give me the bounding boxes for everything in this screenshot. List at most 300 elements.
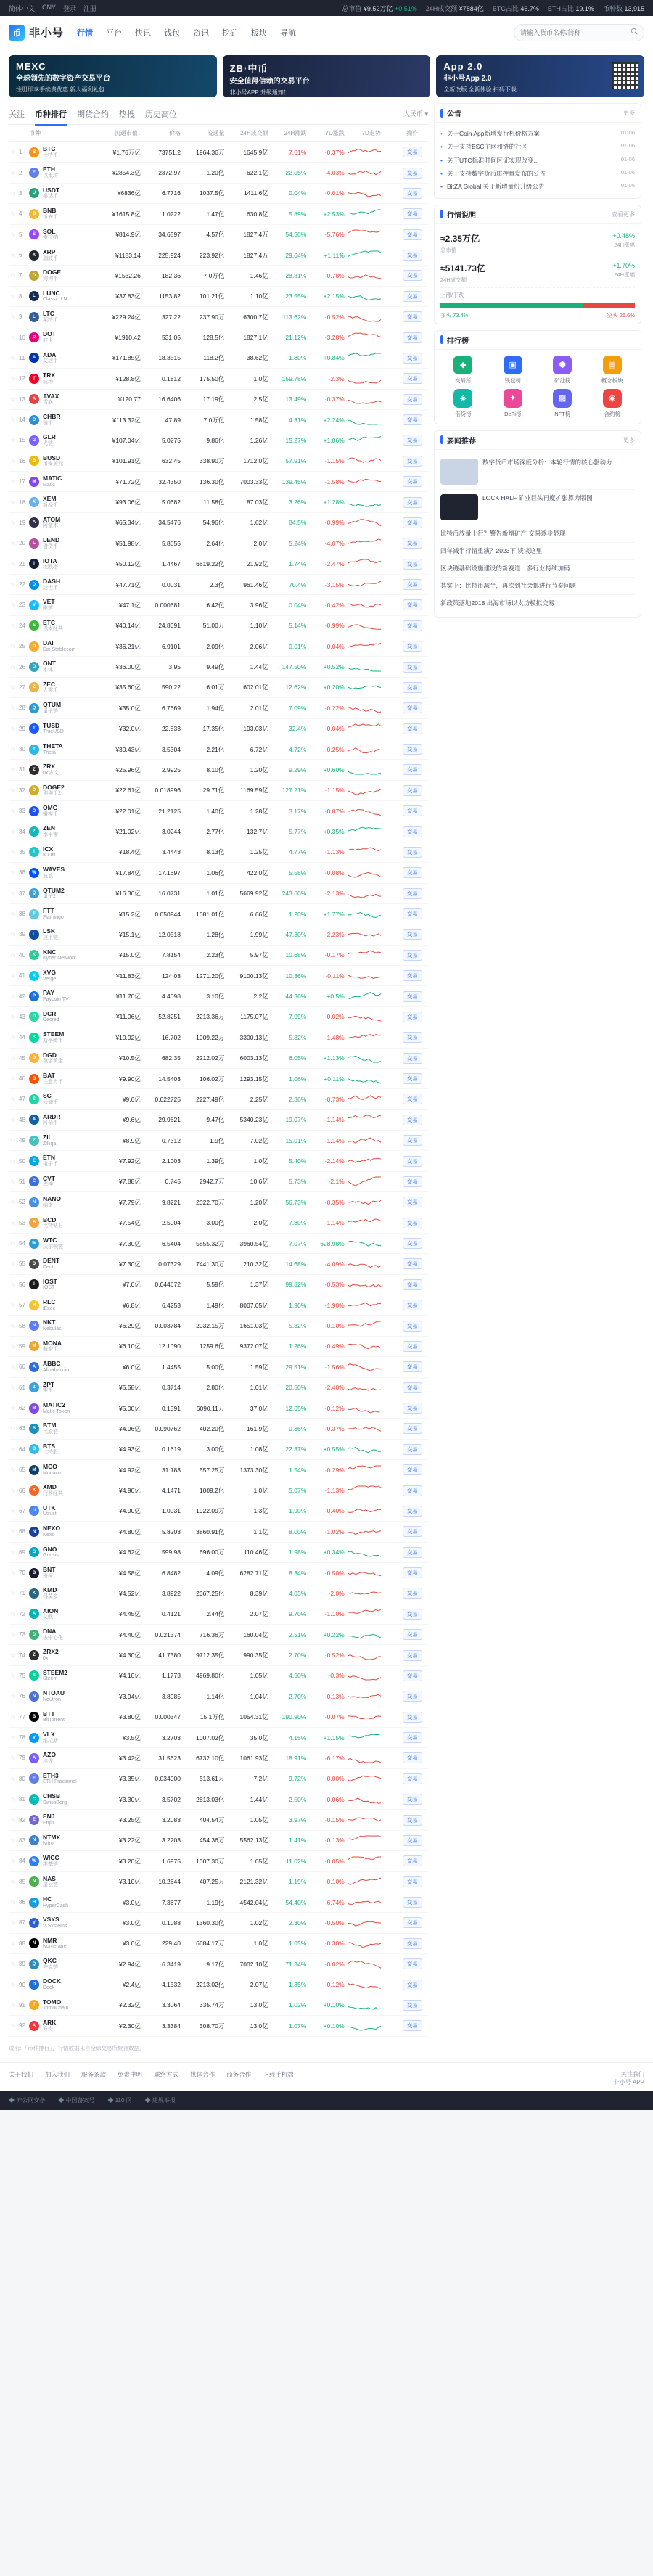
row-coin[interactable]: [28, 986, 98, 1006]
row-action[interactable]: [397, 1604, 428, 1624]
star-icon[interactable]: ☆: [9, 1274, 17, 1295]
trade-button[interactable]: 交易: [403, 826, 422, 837]
star-icon[interactable]: ☆: [9, 801, 17, 821]
th-price[interactable]: 价格: [142, 125, 182, 142]
star-icon[interactable]: ☆: [9, 1810, 17, 1830]
row-coin[interactable]: [28, 1707, 98, 1727]
star-icon[interactable]: ☆: [9, 307, 17, 327]
star-icon[interactable]: ☆: [9, 1707, 17, 1727]
row-coin[interactable]: [28, 945, 98, 965]
trade-button[interactable]: 交易: [403, 1485, 422, 1496]
footer-link[interactable]: 加入我们: [45, 2070, 70, 2078]
star-icon[interactable]: ☆: [9, 1645, 17, 1665]
table-row[interactable]: [9, 369, 428, 389]
trade-button[interactable]: 交易: [403, 764, 422, 775]
star-icon[interactable]: ☆: [9, 266, 17, 286]
star-icon[interactable]: ☆: [9, 1562, 17, 1583]
star-icon[interactable]: ☆: [9, 245, 17, 265]
trade-button[interactable]: 交易: [403, 888, 422, 899]
row-action[interactable]: [397, 574, 428, 594]
table-row[interactable]: [9, 533, 428, 554]
star-icon[interactable]: ☆: [9, 986, 17, 1006]
trade-button[interactable]: 交易: [403, 456, 422, 467]
table-row[interactable]: [9, 142, 428, 163]
row-action[interactable]: [397, 1830, 428, 1850]
row-action[interactable]: [397, 554, 428, 574]
trade-button[interactable]: 交易: [403, 1197, 422, 1207]
nav-item-info[interactable]: 资讯: [193, 28, 210, 38]
row-action[interactable]: [397, 780, 428, 800]
trade-button[interactable]: 交易: [403, 1980, 422, 1990]
trade-button[interactable]: 交易: [403, 353, 422, 364]
star-icon[interactable]: ☆: [9, 451, 17, 471]
star-icon[interactable]: ☆: [9, 1006, 17, 1027]
table-row[interactable]: [9, 512, 428, 533]
footer-link[interactable]: 关于我们: [9, 2070, 34, 2078]
row-action[interactable]: [397, 451, 428, 471]
trade-button[interactable]: 交易: [403, 1135, 422, 1146]
star-icon[interactable]: ☆: [9, 1727, 17, 1747]
row-action[interactable]: [397, 1089, 428, 1109]
row-action[interactable]: [397, 142, 428, 163]
table-row[interactable]: [9, 348, 428, 368]
row-coin[interactable]: [28, 739, 98, 759]
row-coin[interactable]: [28, 1377, 98, 1398]
row-action[interactable]: [397, 286, 428, 306]
row-action[interactable]: [397, 1562, 428, 1583]
row-action[interactable]: [397, 677, 428, 697]
row-coin[interactable]: [28, 1460, 98, 1480]
star-icon[interactable]: ☆: [9, 1522, 17, 1542]
row-action[interactable]: [397, 1151, 428, 1171]
row-coin[interactable]: [28, 1954, 98, 1974]
table-row[interactable]: [9, 183, 428, 203]
mexc-banner[interactable]: [9, 55, 217, 97]
row-action[interactable]: [397, 1522, 428, 1542]
trade-button[interactable]: 交易: [403, 394, 422, 405]
trade-button[interactable]: 交易: [403, 497, 422, 508]
table-row[interactable]: [9, 986, 428, 1006]
th-mcap[interactable]: 流通市值↓: [98, 125, 141, 142]
star-icon[interactable]: ☆: [9, 1768, 17, 1789]
table-row[interactable]: [9, 1789, 428, 1810]
th-change24[interactable]: 24H涨跌: [270, 125, 308, 142]
star-icon[interactable]: ☆: [9, 1871, 17, 1892]
table-row[interactable]: [9, 224, 428, 245]
row-coin[interactable]: [28, 1048, 98, 1068]
star-icon[interactable]: ☆: [9, 2016, 17, 2036]
row-coin[interactable]: [28, 801, 98, 821]
table-row[interactable]: [9, 389, 428, 409]
trade-button[interactable]: 交易: [403, 1835, 422, 1846]
utility-login[interactable]: 登录: [63, 4, 77, 12]
table-row[interactable]: [9, 924, 428, 945]
row-action[interactable]: [397, 1645, 428, 1665]
footer-link[interactable]: 下载手机端: [263, 2070, 294, 2078]
star-icon[interactable]: ☆: [9, 903, 17, 924]
row-action[interactable]: [397, 595, 428, 615]
row-coin[interactable]: [28, 1233, 98, 1253]
star-icon[interactable]: ☆: [9, 1460, 17, 1480]
row-coin[interactable]: [28, 595, 98, 615]
news-text-item[interactable]: 其实上：比特币减半，再次到社会都进行节奏问题: [440, 578, 635, 595]
table-row[interactable]: [9, 327, 428, 348]
search-box[interactable]: [514, 24, 644, 41]
row-action[interactable]: [397, 615, 428, 636]
trade-button[interactable]: 交易: [403, 1547, 422, 1558]
star-icon[interactable]: ☆: [9, 760, 17, 780]
table-row[interactable]: [9, 1213, 428, 1233]
th-volume[interactable]: 24H成交额: [226, 125, 269, 142]
trade-button[interactable]: 交易: [403, 950, 422, 961]
trade-button[interactable]: 交易: [403, 1094, 422, 1104]
row-action[interactable]: [397, 1768, 428, 1789]
table-row[interactable]: [9, 1501, 428, 1521]
star-icon[interactable]: ☆: [9, 1686, 17, 1707]
row-coin[interactable]: [28, 430, 98, 451]
star-icon[interactable]: ☆: [9, 1377, 17, 1398]
trade-button[interactable]: 交易: [403, 1752, 422, 1763]
star-icon[interactable]: ☆: [9, 204, 17, 224]
star-icon[interactable]: ☆: [9, 1336, 17, 1356]
row-action[interactable]: [397, 1686, 428, 1707]
row-coin[interactable]: [28, 698, 98, 718]
th-change7[interactable]: 7D涨跌: [308, 125, 345, 142]
table-row[interactable]: [9, 1686, 428, 1707]
row-coin[interactable]: [28, 1213, 98, 1233]
star-icon[interactable]: ☆: [9, 1954, 17, 1974]
row-coin[interactable]: [28, 1006, 98, 1027]
tab-ath[interactable]: 历史高位: [145, 110, 177, 119]
footer-link[interactable]: 服务条款: [81, 2070, 107, 2078]
star-icon[interactable]: ☆: [9, 533, 17, 554]
row-action[interactable]: [397, 1789, 428, 1810]
trade-button[interactable]: 交易: [403, 270, 422, 281]
trade-button[interactable]: 交易: [403, 1444, 422, 1455]
ranking-item[interactable]: [490, 356, 536, 385]
trade-button[interactable]: 交易: [403, 1012, 422, 1022]
row-action[interactable]: [397, 1974, 428, 1995]
star-icon[interactable]: ☆: [9, 1892, 17, 1912]
star-icon[interactable]: ☆: [9, 492, 17, 512]
row-action[interactable]: [397, 863, 428, 883]
star-icon[interactable]: ☆: [9, 698, 17, 718]
table-row[interactable]: [9, 1995, 428, 2015]
trade-button[interactable]: 交易: [403, 1526, 422, 1537]
trade-button[interactable]: 交易: [403, 599, 422, 610]
star-icon[interactable]: ☆: [9, 1419, 17, 1439]
trade-button[interactable]: 交易: [403, 1712, 422, 1723]
table-row[interactable]: [9, 430, 428, 451]
row-coin[interactable]: [28, 1171, 98, 1191]
row-coin[interactable]: [28, 1274, 98, 1295]
row-coin[interactable]: [28, 1480, 98, 1501]
row-action[interactable]: [397, 1295, 428, 1316]
table-row[interactable]: [9, 1089, 428, 1109]
trade-button[interactable]: 交易: [403, 785, 422, 796]
row-coin[interactable]: [28, 1254, 98, 1274]
trade-button[interactable]: 交易: [403, 723, 422, 734]
row-coin[interactable]: [28, 1789, 98, 1810]
trade-button[interactable]: 交易: [403, 1176, 422, 1187]
row-action[interactable]: [397, 369, 428, 389]
star-icon[interactable]: ☆: [9, 595, 17, 615]
table-row[interactable]: [9, 1398, 428, 1418]
tab-hot[interactable]: 热搜: [119, 110, 135, 119]
star-icon[interactable]: ☆: [9, 1665, 17, 1686]
table-row[interactable]: [9, 966, 428, 986]
footer-chip[interactable]: ◆ 110 网: [107, 2096, 132, 2104]
zb-banner[interactable]: [223, 55, 431, 107]
star-icon[interactable]: ☆: [9, 1254, 17, 1274]
row-action[interactable]: [397, 348, 428, 368]
star-icon[interactable]: ☆: [9, 1151, 17, 1171]
table-row[interactable]: [9, 1006, 428, 1027]
table-row[interactable]: [9, 1974, 428, 1995]
table-row[interactable]: [9, 1460, 428, 1480]
footer-link[interactable]: 联络方式: [154, 2070, 179, 2078]
ranking-item[interactable]: [540, 389, 586, 418]
star-icon[interactable]: ☆: [9, 636, 17, 657]
table-row[interactable]: [9, 1748, 428, 1768]
trade-button[interactable]: 交易: [403, 744, 422, 755]
table-row[interactable]: [9, 821, 428, 842]
row-coin[interactable]: [28, 1562, 98, 1583]
row-coin[interactable]: [28, 142, 98, 163]
row-coin[interactable]: [28, 1398, 98, 1418]
row-action[interactable]: [397, 821, 428, 842]
ranking-item[interactable]: [440, 389, 486, 418]
table-row[interactable]: [9, 1109, 428, 1130]
trade-button[interactable]: 交易: [403, 1588, 422, 1599]
row-action[interactable]: [397, 903, 428, 924]
trade-button[interactable]: 交易: [403, 476, 422, 487]
row-action[interactable]: [397, 1131, 428, 1151]
row-action[interactable]: [397, 1460, 428, 1480]
star-icon[interactable]: ☆: [9, 327, 17, 348]
row-coin[interactable]: [28, 1604, 98, 1624]
row-coin[interactable]: [28, 1068, 98, 1088]
star-icon[interactable]: ☆: [9, 863, 17, 883]
table-row[interactable]: [9, 1562, 428, 1583]
row-action[interactable]: [397, 842, 428, 862]
trade-button[interactable]: 交易: [403, 2020, 422, 2031]
row-coin[interactable]: [28, 204, 98, 224]
row-action[interactable]: [397, 1192, 428, 1213]
row-coin[interactable]: [28, 1810, 98, 1830]
trade-button[interactable]: 交易: [403, 538, 422, 549]
star-icon[interactable]: ☆: [9, 1501, 17, 1521]
nav-item-markets[interactable]: 行情: [77, 28, 94, 38]
row-coin[interactable]: [28, 1830, 98, 1850]
star-icon[interactable]: ☆: [9, 842, 17, 862]
footer-chip[interactable]: ◆ 中国备案号: [58, 2096, 95, 2104]
star-icon[interactable]: ☆: [9, 739, 17, 759]
notice-item[interactable]: [440, 127, 635, 140]
row-action[interactable]: [397, 1336, 428, 1356]
star-icon[interactable]: ☆: [9, 1974, 17, 1995]
star-icon[interactable]: ☆: [9, 348, 17, 368]
footer-link[interactable]: 免责申明: [118, 2070, 143, 2078]
row-coin[interactable]: [28, 1871, 98, 1892]
row-action[interactable]: [397, 1398, 428, 1418]
trade-button[interactable]: 交易: [403, 970, 422, 981]
trade-button[interactable]: 交易: [403, 1958, 422, 1969]
table-row[interactable]: [9, 842, 428, 862]
trade-button[interactable]: 交易: [403, 1279, 422, 1290]
star-icon[interactable]: ☆: [9, 1357, 17, 1377]
table-row[interactable]: [9, 1048, 428, 1068]
star-icon[interactable]: ☆: [9, 1027, 17, 1048]
trade-button[interactable]: 交易: [403, 414, 422, 425]
row-coin[interactable]: [28, 2016, 98, 2036]
footer-link[interactable]: 媒体合作: [190, 2070, 215, 2078]
star-icon[interactable]: ☆: [9, 163, 17, 183]
row-action[interactable]: [397, 1213, 428, 1233]
table-row[interactable]: [9, 286, 428, 306]
star-icon[interactable]: ☆: [9, 615, 17, 636]
table-row[interactable]: [9, 554, 428, 574]
table-row[interactable]: [9, 266, 428, 286]
table-row[interactable]: [9, 1068, 428, 1088]
star-icon[interactable]: ☆: [9, 286, 17, 306]
trade-button[interactable]: 交易: [403, 1361, 422, 1372]
row-action[interactable]: [397, 801, 428, 821]
row-action[interactable]: [397, 1274, 428, 1295]
row-coin[interactable]: [28, 1665, 98, 1686]
row-coin[interactable]: [28, 1419, 98, 1439]
star-icon[interactable]: ☆: [9, 1213, 17, 1233]
news-text-item[interactable]: 区块链基础设施建设的新赛道：多行业持续加码: [440, 560, 635, 578]
row-coin[interactable]: [28, 1295, 98, 1316]
row-action[interactable]: [397, 1068, 428, 1088]
trade-button[interactable]: 交易: [403, 250, 422, 261]
row-action[interactable]: [397, 986, 428, 1006]
row-coin[interactable]: [28, 574, 98, 594]
trade-button[interactable]: 交易: [403, 1073, 422, 1084]
star-icon[interactable]: ☆: [9, 1109, 17, 1130]
row-coin[interactable]: [28, 615, 98, 636]
table-row[interactable]: [9, 1254, 428, 1274]
footer-chip[interactable]: ◆ 沪公网安备: [9, 2096, 46, 2104]
row-action[interactable]: [397, 512, 428, 533]
star-icon[interactable]: ☆: [9, 1789, 17, 1810]
overview-more-link[interactable]: 查看更多: [612, 210, 635, 218]
trade-button[interactable]: 交易: [403, 805, 422, 816]
search-input[interactable]: [520, 29, 627, 36]
trade-button[interactable]: 交易: [403, 1258, 422, 1269]
row-coin[interactable]: [28, 903, 98, 924]
trade-button[interactable]: 交易: [403, 682, 422, 693]
trade-button[interactable]: 交易: [403, 662, 422, 673]
row-coin[interactable]: [28, 657, 98, 677]
trade-button[interactable]: 交易: [403, 1938, 422, 1949]
row-coin[interactable]: [28, 224, 98, 245]
ranking-item[interactable]: [490, 389, 536, 418]
row-coin[interactable]: [28, 924, 98, 945]
star-icon[interactable]: ☆: [9, 369, 17, 389]
row-coin[interactable]: [28, 1913, 98, 1933]
trade-button[interactable]: 交易: [403, 1300, 422, 1310]
nav-item-mining[interactable]: 挖矿: [222, 28, 239, 38]
row-coin[interactable]: [28, 409, 98, 430]
star-icon[interactable]: ☆: [9, 1131, 17, 1151]
star-icon[interactable]: ☆: [9, 1913, 17, 1933]
table-row[interactable]: [9, 204, 428, 224]
table-row[interactable]: [9, 1377, 428, 1398]
trade-button[interactable]: 交易: [403, 929, 422, 940]
trade-button[interactable]: 交易: [403, 579, 422, 590]
row-coin[interactable]: [28, 883, 98, 903]
table-row[interactable]: [9, 1316, 428, 1336]
row-action[interactable]: [397, 389, 428, 409]
star-icon[interactable]: ☆: [9, 718, 17, 739]
table-row[interactable]: [9, 636, 428, 657]
news-more-link[interactable]: 更多: [623, 436, 635, 443]
table-row[interactable]: [9, 1913, 428, 1933]
row-action[interactable]: [397, 1913, 428, 1933]
row-action[interactable]: [397, 533, 428, 554]
star-icon[interactable]: ☆: [9, 224, 17, 245]
star-icon[interactable]: ☆: [9, 1316, 17, 1336]
notice-item[interactable]: [440, 167, 635, 180]
row-action[interactable]: [397, 1171, 428, 1191]
row-action[interactable]: [397, 1480, 428, 1501]
trade-button[interactable]: 交易: [403, 1650, 422, 1661]
footer-chip[interactable]: ◆ 违规举报: [144, 2096, 176, 2104]
row-action[interactable]: [397, 266, 428, 286]
table-row[interactable]: [9, 1933, 428, 1953]
table-row[interactable]: [9, 657, 428, 677]
star-icon[interactable]: ☆: [9, 1604, 17, 1624]
trade-button[interactable]: 交易: [403, 1218, 422, 1228]
star-icon[interactable]: ☆: [9, 1583, 17, 1604]
row-coin[interactable]: [28, 1748, 98, 1768]
trade-button[interactable]: 交易: [403, 1897, 422, 1908]
table-row[interactable]: [9, 1707, 428, 1727]
star-icon[interactable]: ☆: [9, 142, 17, 163]
th-coin[interactable]: 币种: [28, 125, 98, 142]
row-coin[interactable]: [28, 389, 98, 409]
trade-button[interactable]: 交易: [403, 1629, 422, 1640]
table-row[interactable]: [9, 1151, 428, 1171]
table-row[interactable]: [9, 1295, 428, 1316]
table-row[interactable]: [9, 801, 428, 821]
trade-button[interactable]: 交易: [403, 291, 422, 302]
row-coin[interactable]: [28, 1439, 98, 1459]
star-icon[interactable]: ☆: [9, 1068, 17, 1088]
trade-button[interactable]: 交易: [403, 1876, 422, 1887]
nav-item-directory[interactable]: 导航: [280, 28, 297, 38]
trade-button[interactable]: 交易: [403, 1691, 422, 1702]
row-action[interactable]: [397, 1419, 428, 1439]
row-action[interactable]: [397, 327, 428, 348]
table-row[interactable]: [9, 492, 428, 512]
row-coin[interactable]: [28, 1768, 98, 1789]
row-coin[interactable]: [28, 327, 98, 348]
row-action[interactable]: [397, 1810, 428, 1830]
table-row[interactable]: [9, 1419, 428, 1439]
table-row[interactable]: [9, 1892, 428, 1912]
row-action[interactable]: [397, 657, 428, 677]
row-coin[interactable]: [28, 492, 98, 512]
table-row[interactable]: [9, 903, 428, 924]
row-action[interactable]: [397, 1501, 428, 1521]
trade-button[interactable]: 交易: [403, 867, 422, 878]
row-coin[interactable]: [28, 183, 98, 203]
trade-button[interactable]: 交易: [403, 1382, 422, 1393]
row-action[interactable]: [397, 1665, 428, 1686]
